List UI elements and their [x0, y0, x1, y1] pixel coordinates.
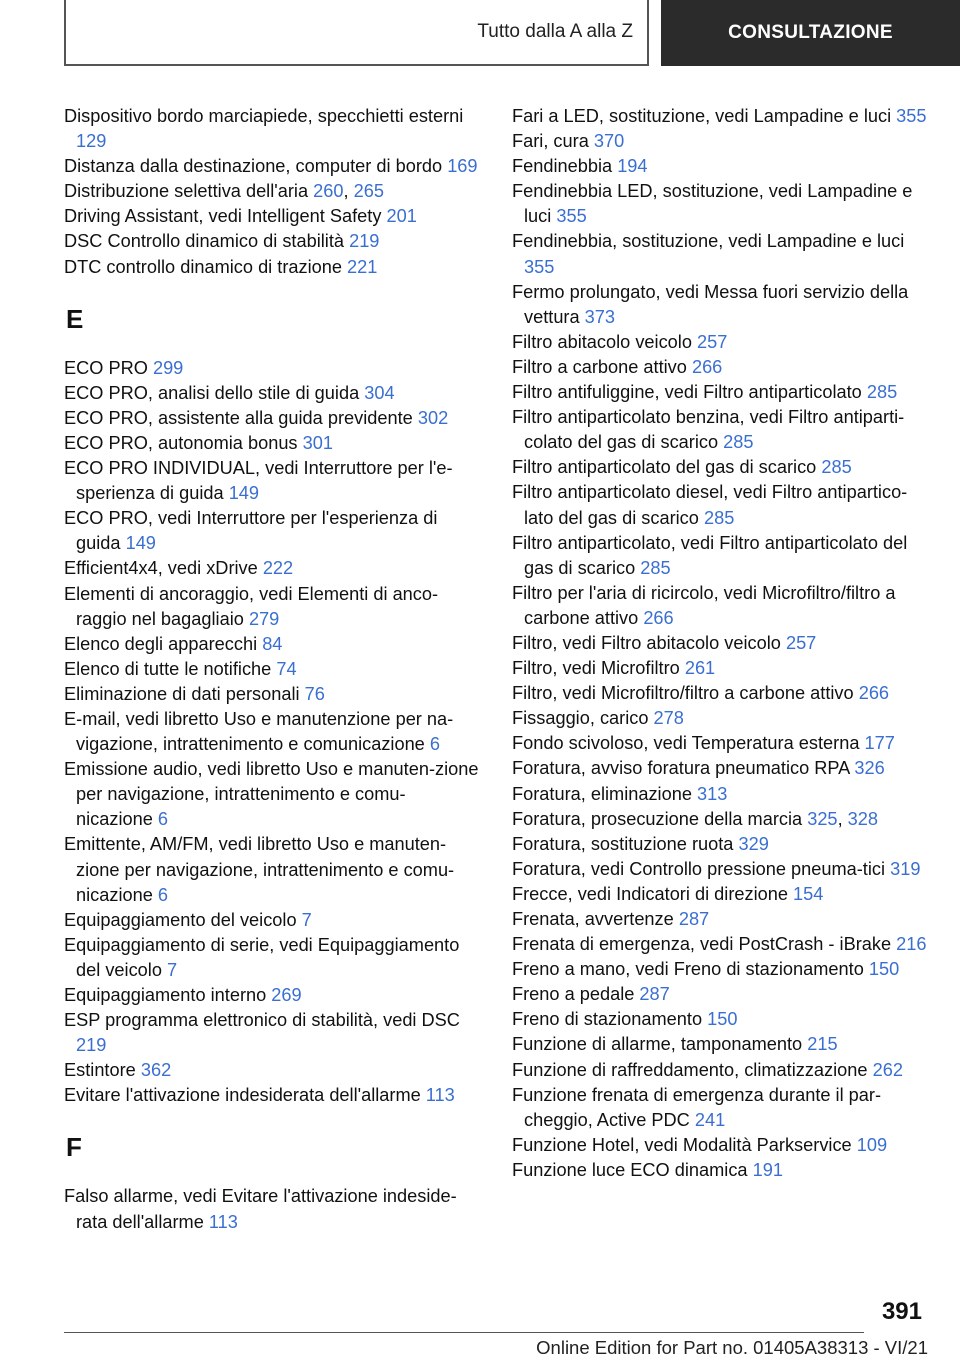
page-reference-link[interactable]: 285 [723, 432, 754, 453]
index-entry [64, 431, 482, 456]
index-entry [512, 1133, 930, 1158]
index-entry [512, 882, 930, 907]
index-entry [512, 280, 930, 330]
index-entry [512, 405, 930, 455]
index-entry [512, 656, 930, 681]
index-entry-text: Emittente, AM/FM, vedi libretto Uso e manuten-zione per navigazione, intrattenimento e comu-nicazione [64, 834, 455, 905]
index-entry [64, 707, 482, 757]
page-header [64, 0, 960, 66]
index-entry-text: Foratura, prosecuzione della marcia [512, 808, 803, 829]
index-entry-text: Estintore [64, 1060, 136, 1081]
index-entry [512, 1083, 930, 1133]
index-entry [64, 1184, 482, 1234]
chapter-tab: CONSULTAZIONE [661, 0, 960, 66]
page-reference-link[interactable]: 7 [301, 909, 312, 930]
page-reference-link[interactable]: 266 [643, 607, 674, 628]
page-reference-link[interactable]: 302 [417, 407, 449, 428]
index-entry [64, 933, 482, 983]
index-entry [512, 681, 930, 706]
index-entry-text: Filtro antiparticolato diesel, vedi Filtro antipartico-lato del gas di scarico [512, 482, 908, 528]
index-entry-text: Falso allarme, vedi Evitare l'attivazione indeside-rata dell'allarme [64, 1186, 457, 1232]
index-entry [512, 380, 930, 405]
page-reference-link[interactable]: 313 [697, 783, 728, 804]
index-entry [512, 631, 930, 656]
index-entry [512, 932, 930, 957]
index-entry-text: Eliminazione di dati personali [64, 683, 300, 704]
index-entry [512, 129, 930, 154]
index-entry [512, 1058, 930, 1083]
index-entry-text: Equipaggiamento del veicolo [64, 909, 297, 930]
section-title: Tutto dalla A alla Z [64, 0, 649, 66]
index-entry-text: ECO PRO [64, 357, 148, 378]
index-entry [512, 782, 930, 807]
index-entry-text: Frenata, avvertenze [512, 909, 674, 929]
index-entry [512, 154, 930, 179]
index-entry-text: Fari a LED, sostituzione, vedi Lampadine e luci [512, 106, 892, 126]
index-entry-text: Filtro antiparticolato del gas di scarico [512, 457, 817, 478]
page-reference-link[interactable]: 150 [868, 959, 900, 980]
index-entry [512, 330, 930, 355]
index-entry [512, 907, 930, 932]
index-entry-text: Distanza dalla destinazione, computer di bordo [64, 156, 443, 177]
page-reference-link[interactable]: 260 [313, 181, 344, 202]
index-entry [512, 706, 930, 731]
index-entry-text: Funzione luce ECO dinamica [512, 1159, 748, 1180]
index-entry-text: E-mail, vedi libretto Uso e manutenzione per na-vigazione, intrattenimento e comunicazione [64, 708, 454, 755]
page-reference-link[interactable]: 355 [556, 206, 587, 227]
index-entry-text: Filtro a carbone attivo [512, 356, 687, 377]
index-entry-text: Filtro per l'aria di ricircolo, vedi Microfiltro/filtro a carbone attivo [512, 582, 896, 628]
page-reference-link[interactable]: 355 [896, 106, 927, 126]
page-reference-link[interactable]: 261 [684, 658, 716, 679]
page-reference-link[interactable]: 362 [140, 1060, 172, 1081]
index-entry-text: Funzione frenata di emergenza durante il par-cheggio, Active PDC [512, 1084, 882, 1130]
index-entry [64, 204, 482, 229]
index-entry [512, 731, 930, 756]
page-reference-link[interactable]: 266 [858, 683, 890, 704]
index-entry-text: Fendinebbia [512, 156, 613, 177]
index-entry-text: Filtro, vedi Microfiltro/filtro a carbone attivo [512, 683, 854, 704]
page-reference-link[interactable]: 241 [694, 1109, 726, 1130]
page-reference-link[interactable]: 278 [653, 708, 684, 729]
index-entry-text: Funzione di raffreddamento, climatizzazione [512, 1059, 868, 1080]
page-reference-link[interactable]: 262 [872, 1059, 903, 1080]
page-reference-link[interactable]: 150 [707, 1009, 738, 1030]
page-reference-link[interactable]: 113 [208, 1211, 238, 1232]
page-reference-link[interactable]: 149 [125, 533, 156, 554]
index-entry [64, 1058, 482, 1083]
page-reference-link[interactable]: 76 [304, 683, 325, 704]
page-reference-link[interactable]: 84 [262, 633, 283, 654]
index-entry-text: Foratura, avviso foratura pneumatico RPA [512, 758, 850, 779]
index-entry-text: Elementi di ancoraggio, vedi Elementi di anco-raggio nel bagagliaio [64, 583, 439, 629]
index-entry [64, 381, 482, 406]
index-entry [64, 832, 482, 907]
index-entry [512, 229, 930, 279]
page-reference-link[interactable]: 257 [785, 632, 817, 653]
index-entry-text: Fermo prolungato, vedi Messa fuori servizio della vettura [512, 281, 909, 327]
index-entry-text: ECO PRO, analisi dello stile di guida [64, 382, 360, 403]
index-entry-text: Fendinebbia, sostituzione, vedi Lampadine e luci [512, 231, 905, 252]
index-entry-text: Fondo scivoloso, vedi Temperatura esterna [512, 733, 860, 754]
index-entry [512, 1032, 930, 1057]
page-reference-link[interactable]: 319 [890, 858, 921, 879]
index-entry-text: ECO PRO, assistente alla guida previdente [64, 407, 413, 428]
index-entry-text: Elenco degli apparecchi [64, 633, 258, 654]
page-reference-link[interactable]: 194 [617, 156, 648, 177]
index-entry-text: Filtro, vedi Filtro abitacolo veicolo [512, 632, 781, 653]
page-reference-link[interactable]: 370 [593, 131, 625, 152]
index-entry [64, 456, 482, 506]
index-entry-text: Frecce, vedi Indicatori di direzione [512, 883, 788, 904]
index-entry: Distribuzione selettiva dell'aria 260, 265 [64, 181, 384, 202]
index-entry [512, 756, 930, 781]
page-reference-link[interactable]: 266 [691, 356, 723, 377]
page-reference-link[interactable]: 221 [347, 256, 378, 277]
index-entry [64, 1083, 482, 1108]
index-entry-text: Equipaggiamento interno [64, 985, 267, 1005]
index-column-left [64, 104, 482, 1235]
page-reference-link[interactable]: 279 [248, 608, 280, 629]
footer-edition: Online Edition for Part no. 01405A38313 - VI/21 [536, 1337, 928, 1358]
page-reference-link[interactable]: 154 [793, 883, 824, 904]
page-reference-link[interactable]: 304 [364, 382, 395, 403]
index-entry [64, 908, 482, 933]
page-reference-link[interactable]: 328 [847, 808, 879, 829]
index-entry-text: Frenata di emergenza, vedi PostCrash - iBrake [512, 934, 892, 955]
index-entry-text: Filtro, vedi Microfiltro [512, 658, 680, 679]
index-entry-text: Fendinebbia LED, sostituzione, vedi Lampadine e luci [512, 181, 913, 227]
index-entry [64, 983, 482, 1008]
page-reference-link[interactable]: 287 [678, 909, 710, 929]
index-letter-heading: E [66, 303, 84, 334]
index-entry-text: Emissione audio, vedi libretto Uso e manuten-zione per navigazione, intrattenimento e comu-nicazione [64, 759, 479, 830]
index-entry [64, 1008, 482, 1058]
index-entry-text: Equipaggiamento di serie, vedi Equipaggiamento del veicolo [64, 934, 460, 980]
page-reference-link[interactable]: 129 [76, 131, 107, 152]
page-reference-link[interactable]: 219 [349, 231, 380, 252]
index-column-right [512, 104, 930, 1183]
index-entry-text: Foratura, sostituzione ruota [512, 833, 734, 854]
index-entry-text: Funzione di allarme, tamponamento [512, 1034, 803, 1055]
index-entry [512, 982, 930, 1007]
page-reference-link[interactable]: 177 [864, 733, 895, 754]
page-reference-link[interactable]: 326 [854, 758, 885, 779]
index-entry [64, 632, 482, 657]
index-entry-text: Filtro antiparticolato benzina, vedi Filtro antiparti-colato del gas di scarico [512, 407, 905, 453]
page-reference-link[interactable]: 285 [866, 382, 898, 403]
index-entry [512, 531, 930, 581]
page-reference-link[interactable]: 6 [157, 884, 169, 905]
index-entry: Foratura, prosecuzione della marcia 325, 328 [512, 808, 879, 829]
index-entry [64, 556, 482, 581]
page-reference-link[interactable]: 169 [447, 156, 478, 177]
index-entry [64, 406, 482, 431]
page-reference-link[interactable]: 287 [639, 984, 670, 1005]
index-entry [64, 582, 482, 632]
index-entry-text: Freno a pedale [512, 984, 635, 1005]
index-entry [512, 832, 930, 857]
index-entry-text: Fari, cura [512, 131, 589, 152]
index-entry [64, 255, 482, 280]
page-reference-link[interactable]: 299 [152, 357, 184, 378]
index-entry [64, 154, 482, 179]
index-entry-text: Funzione Hotel, vedi Modalità Parkservice [512, 1134, 852, 1155]
page-reference-link[interactable]: 257 [697, 331, 728, 352]
index-entry-text: Fissaggio, carico [512, 708, 649, 729]
page-reference-link[interactable]: 6 [157, 809, 169, 830]
index-entry-text: Filtro antifuliggine, vedi Filtro antiparticolato [512, 382, 862, 403]
index-entry-text: Foratura, vedi Controllo pressione pneuma-tici [512, 858, 886, 879]
index-entry [64, 682, 482, 707]
page-reference-link[interactable]: 329 [738, 833, 769, 854]
index-entry [512, 857, 930, 882]
index-entry-text: Evitare l'attivazione indesiderata dell'allarme [64, 1085, 421, 1106]
page-reference-link[interactable]: 285 [821, 457, 852, 478]
index-entry-text: Foratura, eliminazione [512, 783, 692, 804]
page-reference-link[interactable]: 191 [752, 1159, 783, 1180]
index-entry [64, 657, 482, 682]
index-entry [512, 104, 930, 129]
page-reference-link[interactable]: 265 [353, 181, 384, 202]
index-entry-text: Distribuzione selettiva dell'aria [64, 181, 309, 202]
page-reference-link[interactable]: 149 [228, 483, 260, 504]
index-entry [64, 104, 482, 154]
page-reference-link[interactable]: 285 [703, 507, 735, 528]
index-entry-text: Elenco di tutte le notifiche [64, 658, 272, 679]
page-reference-link[interactable]: 74 [276, 658, 297, 679]
index-entry-text: ESP programma elettronico di stabilità, vedi DSC [64, 1010, 460, 1031]
index-entry-text: Driving Assistant, vedi Intelligent Safety [64, 206, 382, 227]
page-reference-link[interactable]: 7 [167, 959, 178, 980]
page-reference-link[interactable]: 215 [807, 1034, 838, 1055]
page-reference-link[interactable]: 113 [425, 1085, 455, 1106]
index-entry [64, 229, 482, 254]
index-entry-text: ECO PRO, autonomia bonus [64, 432, 298, 453]
index-entry-text: Efficient4x4, vedi xDrive [64, 558, 258, 579]
page-reference-link[interactable]: 285 [640, 557, 671, 578]
index-entry-text: ECO PRO, vedi Interruttore per l'esperienza di guida [64, 508, 438, 554]
page-reference-link[interactable]: 222 [262, 558, 294, 579]
index-entry-text: Filtro abitacolo veicolo [512, 331, 692, 352]
page-reference-link[interactable]: 301 [302, 432, 333, 453]
page-number: 391 [881, 1298, 922, 1325]
page-reference-link[interactable]: 325 [807, 808, 838, 829]
index-entry [512, 480, 930, 530]
index-entry-text: Filtro antiparticolato, vedi Filtro antiparticolato del gas di scarico [512, 532, 908, 578]
page-reference-link[interactable]: 373 [584, 306, 616, 327]
index-entry-text: Dispositivo bordo marciapiede, specchietti esterni [64, 106, 464, 126]
index-entry-text: DTC controllo dinamico di trazione [64, 256, 342, 277]
page-reference-link[interactable]: 219 [76, 1035, 107, 1056]
page-reference-link[interactable]: 201 [386, 206, 417, 227]
index-entry [512, 455, 930, 480]
index-entry [512, 1158, 930, 1183]
page-reference-link[interactable]: 216 [896, 934, 927, 955]
index-entry [512, 581, 930, 631]
page-reference-link[interactable]: 269 [271, 985, 302, 1005]
index-entry [512, 355, 930, 380]
index-entry-text: Freno a mano, vedi Freno di stazionamento [512, 959, 864, 980]
page-reference-link[interactable]: 355 [524, 256, 555, 277]
index-entry [512, 957, 930, 982]
index-entry [512, 179, 930, 229]
index-entry [64, 356, 482, 381]
index-letter-heading: F [66, 1132, 82, 1163]
page-reference-link[interactable]: 6 [429, 734, 440, 755]
index-entry [512, 1007, 930, 1032]
index-entry [64, 757, 482, 832]
index-entry-text: Freno di stazionamento [512, 1009, 703, 1030]
index-entry-text: DSC Controllo dinamico di stabilità [64, 231, 345, 252]
index-entry [64, 506, 482, 556]
footer-divider [64, 1332, 864, 1333]
index-entry-text: ECO PRO INDIVIDUAL, vedi Interruttore per l'e-sperienza di guida [64, 458, 453, 504]
page-reference-link[interactable]: 109 [856, 1134, 888, 1155]
